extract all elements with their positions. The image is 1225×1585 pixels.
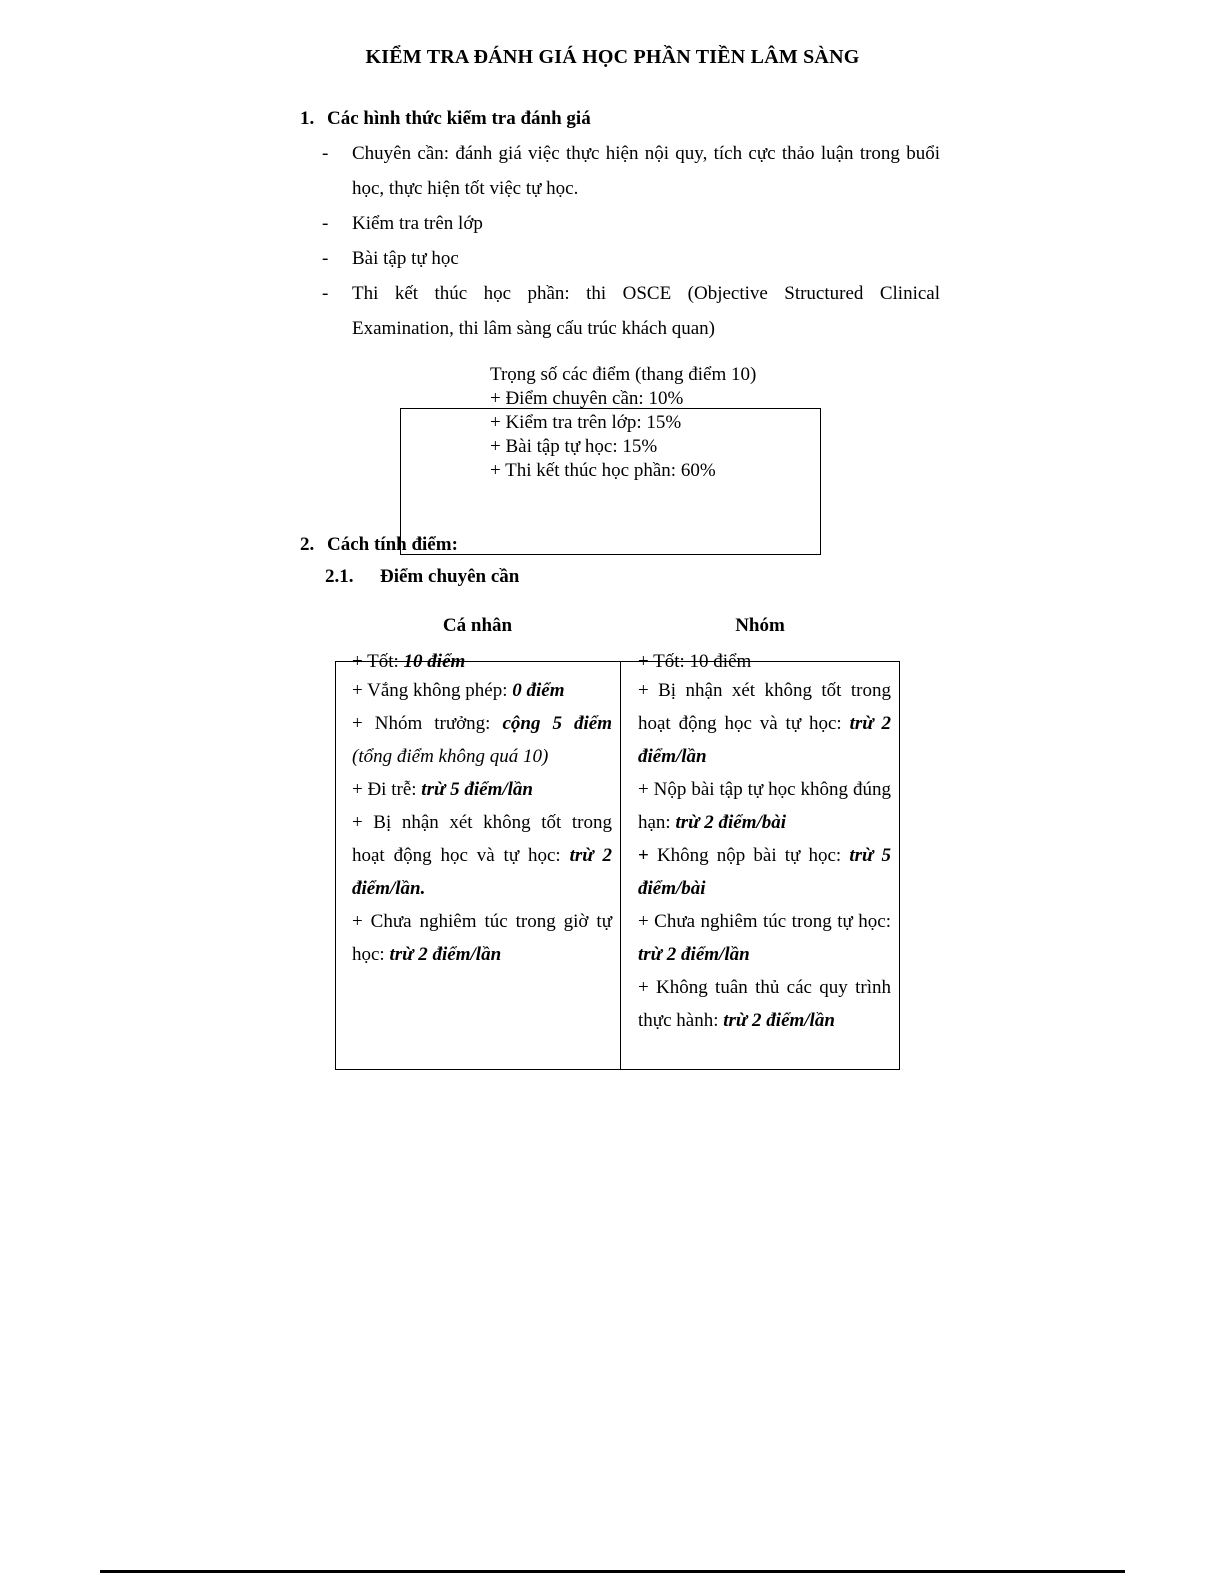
column-header-group: Nhóm — [735, 615, 785, 636]
text-line — [638, 839, 891, 872]
weight-item: + Kiểm tra trên lớp: 15% — [490, 412, 682, 433]
text-segment: + Bị nhận xét không tốt trong — [352, 812, 612, 833]
text-line — [352, 311, 940, 346]
text-segment: Bài tập tự học — [352, 248, 459, 269]
weight-item: + Bài tập tự học: 15% — [490, 436, 658, 457]
column-header-individual: Cá nhân — [442, 615, 513, 636]
text-segment: điểm/bài — [638, 878, 706, 899]
text-segment: + Tốt: 10 điểm — [638, 651, 752, 672]
text-line — [352, 171, 940, 206]
text-line — [352, 206, 940, 241]
text-line — [352, 136, 940, 171]
text-line — [352, 938, 612, 971]
bullet-text — [352, 206, 940, 241]
text-segment: trừ 2 — [849, 713, 892, 734]
bullet-text — [352, 276, 940, 346]
bullet-text — [352, 241, 940, 276]
bullet-dash: - — [322, 143, 329, 164]
text-box-outline — [400, 408, 821, 555]
text-line — [352, 773, 612, 806]
section-2-heading — [300, 528, 458, 561]
weight-item: + Thi kết thúc học phần: 60% — [490, 460, 716, 481]
text-segment: thực hành: — [638, 1010, 724, 1031]
weight-item: + Điểm chuyên cần: 10% — [490, 388, 684, 409]
bullet-text — [352, 136, 940, 206]
section-1-bullet-list — [322, 136, 940, 346]
text-line — [352, 241, 940, 276]
text-segment: trừ 2 điểm/lần — [723, 1010, 835, 1031]
text-segment: + — [638, 845, 649, 866]
text-line — [638, 905, 891, 938]
text-line — [352, 806, 612, 839]
section-2-1-number: 2.1. — [325, 566, 354, 587]
section-1-heading-text: Các hình thức kiểm tra đánh giá — [327, 108, 591, 129]
weights-heading: Trọng số các điểm (thang điểm 10) — [490, 364, 757, 385]
score-table-cell-group — [621, 662, 899, 1069]
text-segment: hoạt động học và tự học: — [352, 845, 570, 866]
text-line — [352, 905, 612, 938]
text-line — [638, 971, 891, 1004]
section-2-1-heading-text: Điểm chuyên cần — [380, 566, 520, 587]
text-segment: + Chưa nghiêm túc trong tự học: — [638, 911, 891, 932]
text-segment: trừ 2 điểm/lần — [389, 944, 502, 965]
section-1 — [300, 101, 940, 346]
text-line — [352, 276, 940, 311]
text-line — [638, 707, 891, 740]
text-segment: trừ 5 — [849, 845, 891, 866]
text-line — [352, 839, 612, 872]
text-line — [638, 1004, 891, 1037]
text-segment: điểm/lần. — [352, 878, 426, 899]
bullet-item — [322, 241, 940, 276]
section-1-number: 1. — [300, 108, 315, 129]
text-line — [638, 872, 891, 905]
text-line — [638, 773, 891, 806]
section-2-number: 2. — [300, 534, 315, 555]
text-segment: hoạt động học và tự học: — [638, 713, 850, 734]
text-segment: trừ 2 điểm/bài — [675, 812, 787, 833]
text-segment: + Tốt: — [352, 651, 404, 672]
text-segment: Không nộp bài tự học: — [648, 845, 850, 866]
section-1-heading — [300, 101, 940, 136]
section-2-1-heading — [325, 560, 519, 593]
text-segment: + Chưa nghiêm túc trong giờ tự — [352, 911, 612, 932]
text-segment: + Vắng không phép: — [352, 680, 513, 701]
text-segment: điểm/lần — [638, 746, 707, 767]
text-segment: + Nộp bài tập tự học không đúng — [638, 779, 891, 800]
text-segment: 0 điểm — [512, 680, 565, 701]
text-segment: trừ 2 — [569, 845, 613, 866]
score-table — [335, 661, 900, 1070]
text-segment: Chuyên cần: đánh giá việc thực hiện nội quy, tích cực thảo luận trong buổi — [352, 143, 940, 164]
text-segment: + Nhóm trưởng: — [352, 713, 503, 734]
text-segment: + Không tuân thủ các quy trình — [638, 977, 891, 998]
text-segment: cộng 5 điểm — [502, 713, 612, 734]
text-segment: Kiểm tra trên lớp — [352, 213, 483, 234]
document-title: KIỂM TRA ĐÁNH GIÁ HỌC PHẦN TIỀN LÂM SÀNG — [365, 46, 860, 68]
score-table-cell-individual — [336, 662, 621, 1069]
text-segment: Examination, thi lâm sàng cấu trúc khách quan) — [352, 318, 715, 339]
text-segment: trừ 5 điểm/lần — [421, 779, 533, 800]
text-line — [352, 740, 612, 773]
bullet-dash: - — [322, 213, 329, 234]
footer-rule — [100, 1570, 1125, 1573]
text-segment: + Đi trễ: — [352, 779, 422, 800]
text-segment: (tổng điểm không quá 10) — [352, 746, 549, 767]
text-line — [638, 806, 891, 839]
bullet-item — [322, 276, 940, 346]
text-segment: hạn: — [638, 812, 676, 833]
text-line — [638, 938, 891, 971]
bullet-dash: - — [322, 283, 329, 304]
text-segment: trừ 2 điểm/lần — [638, 944, 750, 965]
text-line — [352, 707, 612, 740]
bullet-item — [322, 136, 940, 206]
text-segment: học, thực hiện tốt việc tự học. — [352, 178, 579, 199]
text-segment: + Bị nhận xét không tốt trong — [638, 680, 891, 701]
bullet-item — [322, 206, 940, 241]
text-line — [638, 740, 891, 773]
bullet-dash: - — [322, 248, 329, 269]
text-line — [352, 674, 612, 707]
text-segment: 10 điểm — [403, 651, 466, 672]
text-line — [638, 674, 891, 707]
text-segment: học: — [352, 944, 390, 965]
text-line — [352, 872, 612, 905]
text-segment: Thi kết thúc học phần: thi OSCE (Objective Structured Clinical — [352, 283, 940, 304]
section-2-heading-text: Cách tính điểm: — [327, 534, 458, 555]
